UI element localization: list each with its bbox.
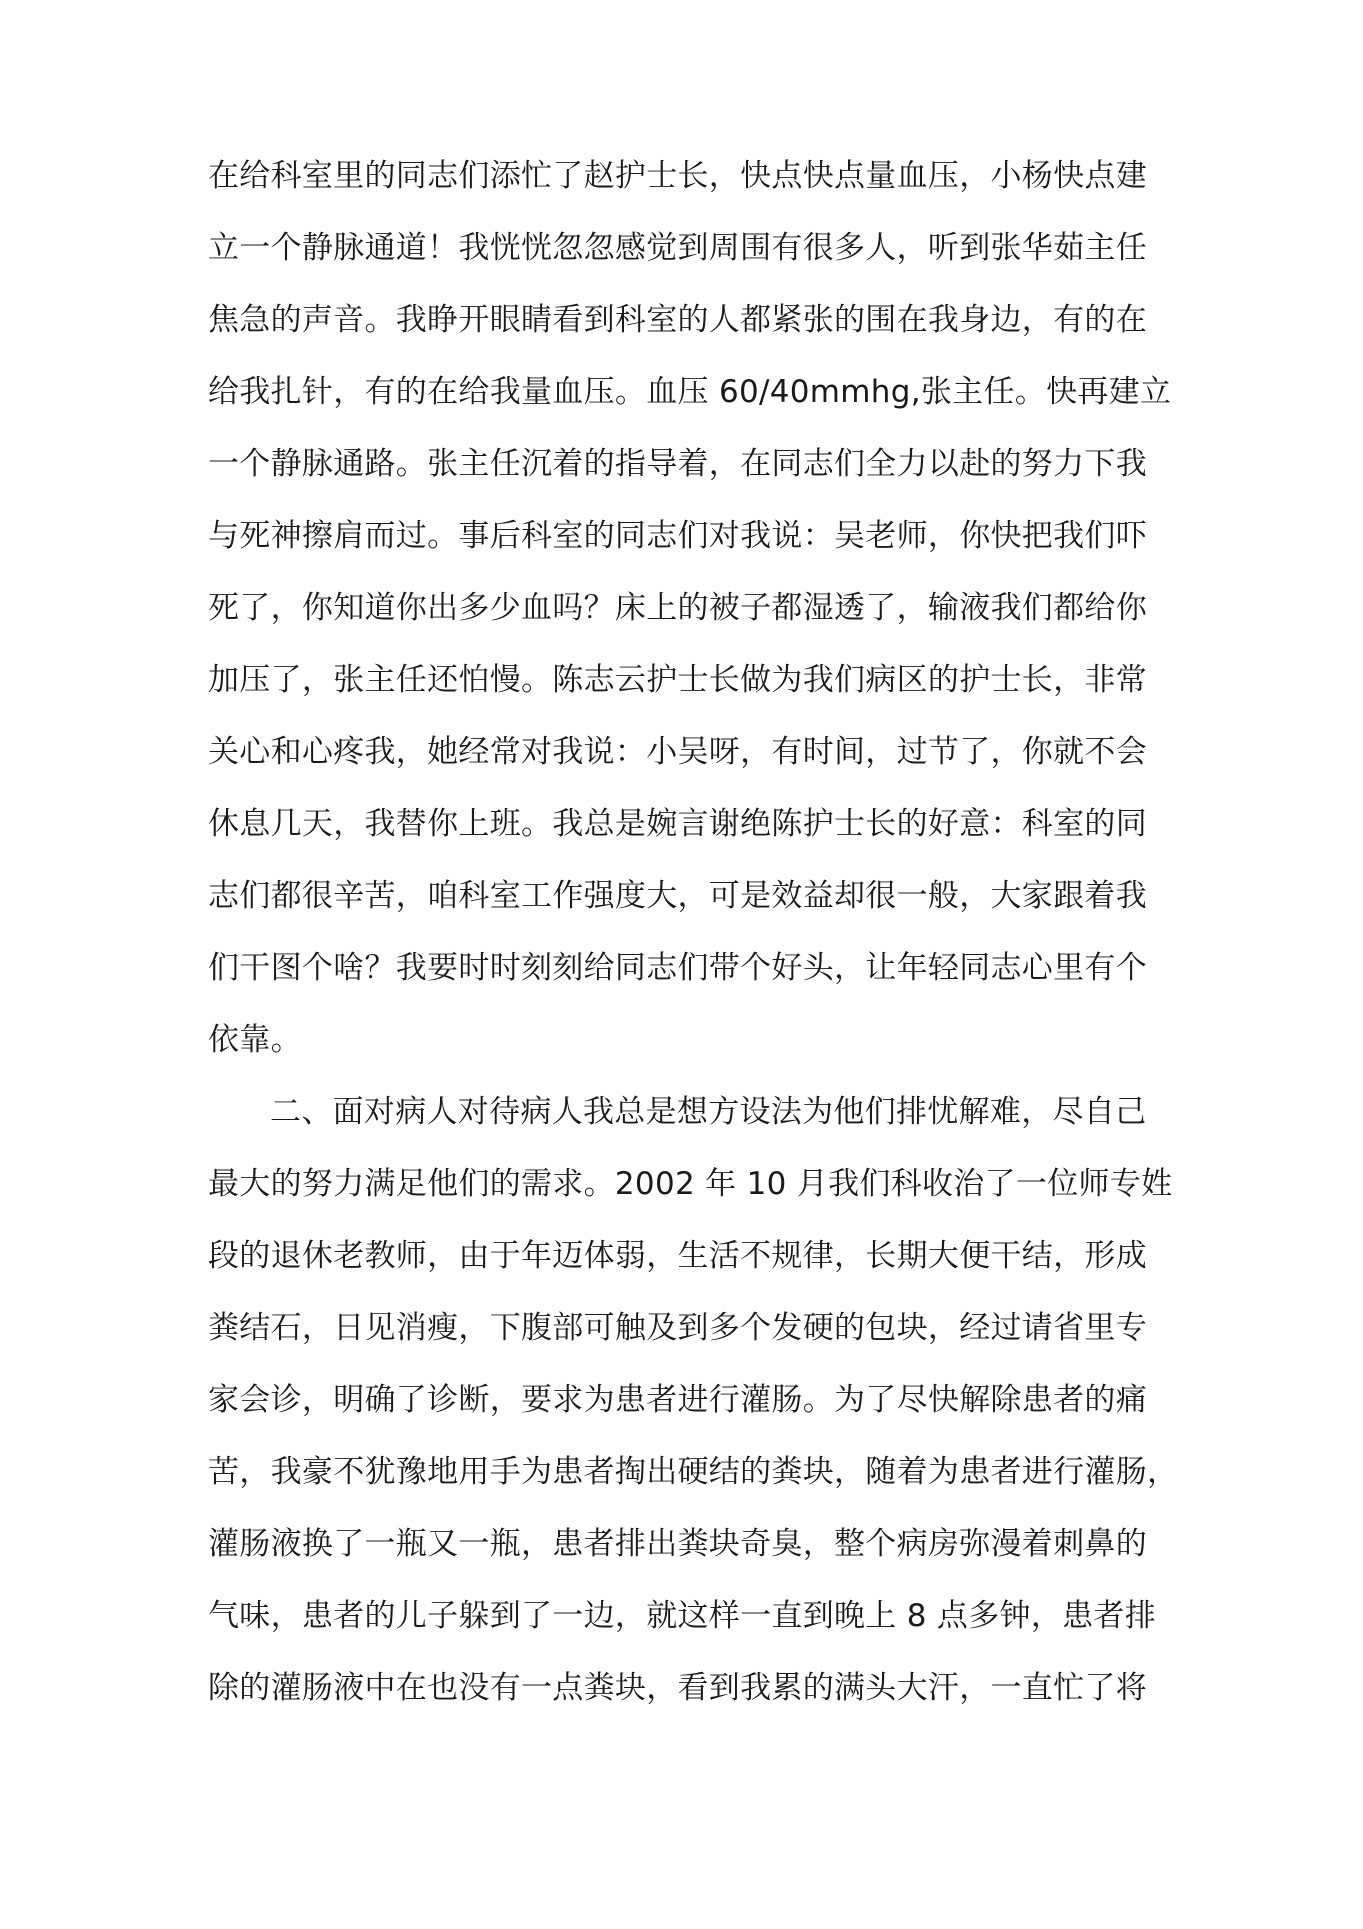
text-line: 最大的努力满足他们的需求。2002 年 10 月我们科收治了一位师专姓 [208,1166,1173,1202]
text-line: 苦，我豪不犹豫地用手为患者掏出硬结的粪块，随着为患者进行灌肠， [208,1454,1179,1490]
text-line: 关心和心疼我，她经常对我说：小吴呀，有时间，过节了，你就不会 [208,734,1147,770]
section-heading-line: 二、面对病人对待病人我总是想方设法为他们排忧解难，尽自己 [270,1094,1147,1130]
text-line: 志们都很辛苦，咱科室工作强度大，可是效益却很一般，大家跟着我 [208,878,1147,914]
text-line: 除的灌肠液中在也没有一点粪块，看到我累的满头大汗，一直忙了将 [208,1670,1147,1706]
text-line: 们干图个啥？我要时时刻刻给同志们带个好头，让年轻同志心里有个 [208,950,1147,986]
text-line: 依靠。 [208,1022,302,1058]
body-text [208,140,1188,1724]
text-line: 粪结石，日见消瘦，下腹部可触及到多个发硬的包块，经过请省里专 [208,1310,1147,1346]
text-line: 与死神擦肩而过。事后科室的同志们对我说：吴老师，你快把我们吓 [208,518,1147,554]
text-line: 段的退休老教师，由于年迈体弱，生活不规律，长期大便干结，形成 [208,1238,1147,1274]
text-line: 气味，患者的儿子躲到了一边，就这样一直到晚上 8 点多钟，患者排 [208,1598,1157,1634]
text-line: 一个静脉通路。张主任沉着的指导着，在同志们全力以赴的努力下我 [208,446,1147,482]
text-line: 焦急的声音。我睁开眼睛看到科室的人都紧张的围在我身边，有的在 [208,302,1147,338]
text-line: 在给科室里的同志们添忙了赵护士长，快点快点量血压，小杨快点建 [208,158,1147,194]
text-line: 灌肠液换了一瓶又一瓶，患者排出粪块奇臭，整个病房弥漫着刺鼻的 [208,1526,1147,1562]
text-line: 休息几天，我替你上班。我总是婉言谢绝陈护士长的好意：科室的同 [208,806,1147,842]
text-line: 给我扎针，有的在给我量血压。血压 60/40mmhg,张主任。快再建立 [208,374,1172,410]
text-line: 加压了，张主任还怕慢。陈志云护士长做为我们病区的护士长，非常 [208,662,1147,698]
text-line: 死了，你知道你出多少血吗？床上的被子都湿透了，输液我们都给你 [208,590,1147,626]
text-line: 立一个静脉通道！我恍恍忽忽感觉到周围有很多人，听到张华茹主任 [208,230,1147,266]
text-line: 家会诊，明确了诊断，要求为患者进行灌肠。为了尽快解除患者的痛 [208,1382,1147,1418]
